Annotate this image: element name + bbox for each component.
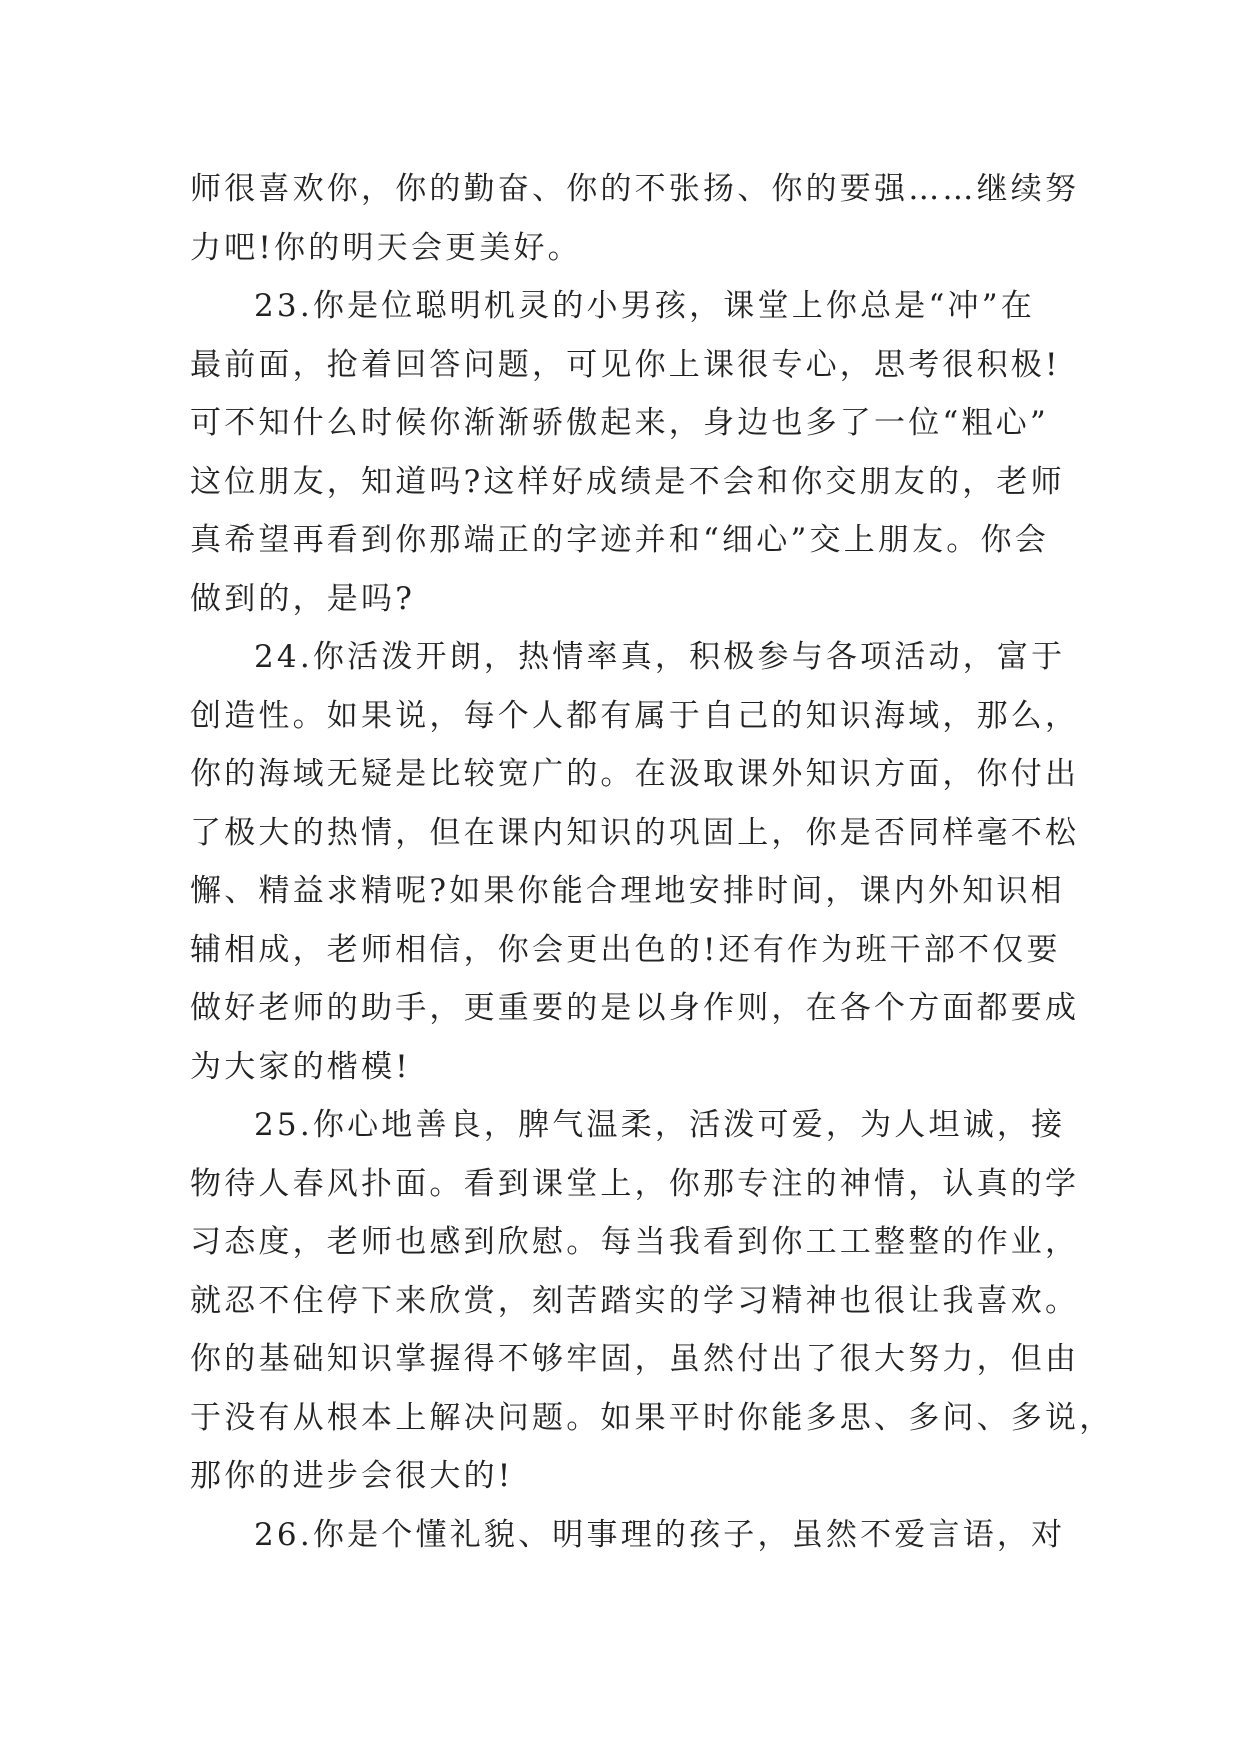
text-line: 于没有从根本上解决问题。如果平时你能多思、多问、多说， <box>190 1399 1114 1436</box>
text-line: 做好老师的助手，更重要的是以身作则，在各个方面都要成 <box>190 990 1080 1026</box>
text-line: 辅相成，老师相信，你会更出色的!还有作为班干部不仅要 <box>190 931 1061 968</box>
paragraph-25 <box>190 1096 1114 1506</box>
text-line: 习态度，老师也感到欣慰。每当我看到你工工整整的作业， <box>190 1224 1080 1260</box>
text-line: 23.你是位聪明机灵的小男孩，课堂上你总是“冲”在 <box>254 288 1035 324</box>
text-line: 物待人春风扑面。看到课堂上，你那专注的神情，认真的学 <box>190 1165 1080 1202</box>
text-line: 最前面，抢着回答问题，可见你上课很专心，思考很积极! <box>190 346 1061 383</box>
body-text <box>190 160 1114 1564</box>
text-line: 你的基础知识掌握得不够牢固，虽然付出了很大努力，但由 <box>190 1341 1080 1377</box>
text-line: 了极大的热情，但在课内知识的巩固上，你是否同样毫不松 <box>190 814 1080 851</box>
text-line: 25.你心地善良，脾气温柔，活泼可爱，为人坦诚，接 <box>254 1107 1066 1143</box>
text-line: 那你的进步会很大的! <box>190 1458 514 1494</box>
text-line: 26.你是个懂礼貌、明事理的孩子，虽然不爱言语，对 <box>254 1516 1066 1553</box>
text-line: 创造性。如果说，每个人都有属于自己的知识海域，那么， <box>190 697 1080 734</box>
text-line: 24.你活泼开朗，热情率真，积极参与各项活动，富于 <box>254 639 1066 675</box>
paragraph-continued <box>190 160 1080 277</box>
text-line: 力吧!你的明天会更美好。 <box>190 229 582 266</box>
text-line: 这位朋友，知道吗?这样好成绩是不会和你交朋友的，老师 <box>190 463 1065 500</box>
text-line: 懈、精益求精呢?如果你能合理地安排时间，课内外知识相 <box>190 873 1065 909</box>
paragraph-23 <box>190 277 1065 628</box>
text-line: 做到的，是吗? <box>190 580 416 617</box>
text-line: 为大家的楷模! <box>190 1048 411 1085</box>
text-line: 师很喜欢你，你的勤奋、你的不张扬、你的要强……继续努 <box>190 171 1080 207</box>
text-line: 就忍不住停下来欣赏，刻苦踏实的学习精神也很让我喜欢。 <box>190 1282 1080 1319</box>
text-line: 可不知什么时候你渐渐骄傲起来，身边也多了一位“粗心” <box>190 405 1049 441</box>
paragraph-24 <box>190 628 1080 1096</box>
paragraph-26 <box>190 1506 1066 1565</box>
text-line: 你的海域无疑是比较宽广的。在汲取课外知识方面，你付出 <box>190 756 1080 792</box>
text-line: 真希望再看到你那端正的字迹并和“细心”交上朋友。你会 <box>190 522 1049 558</box>
